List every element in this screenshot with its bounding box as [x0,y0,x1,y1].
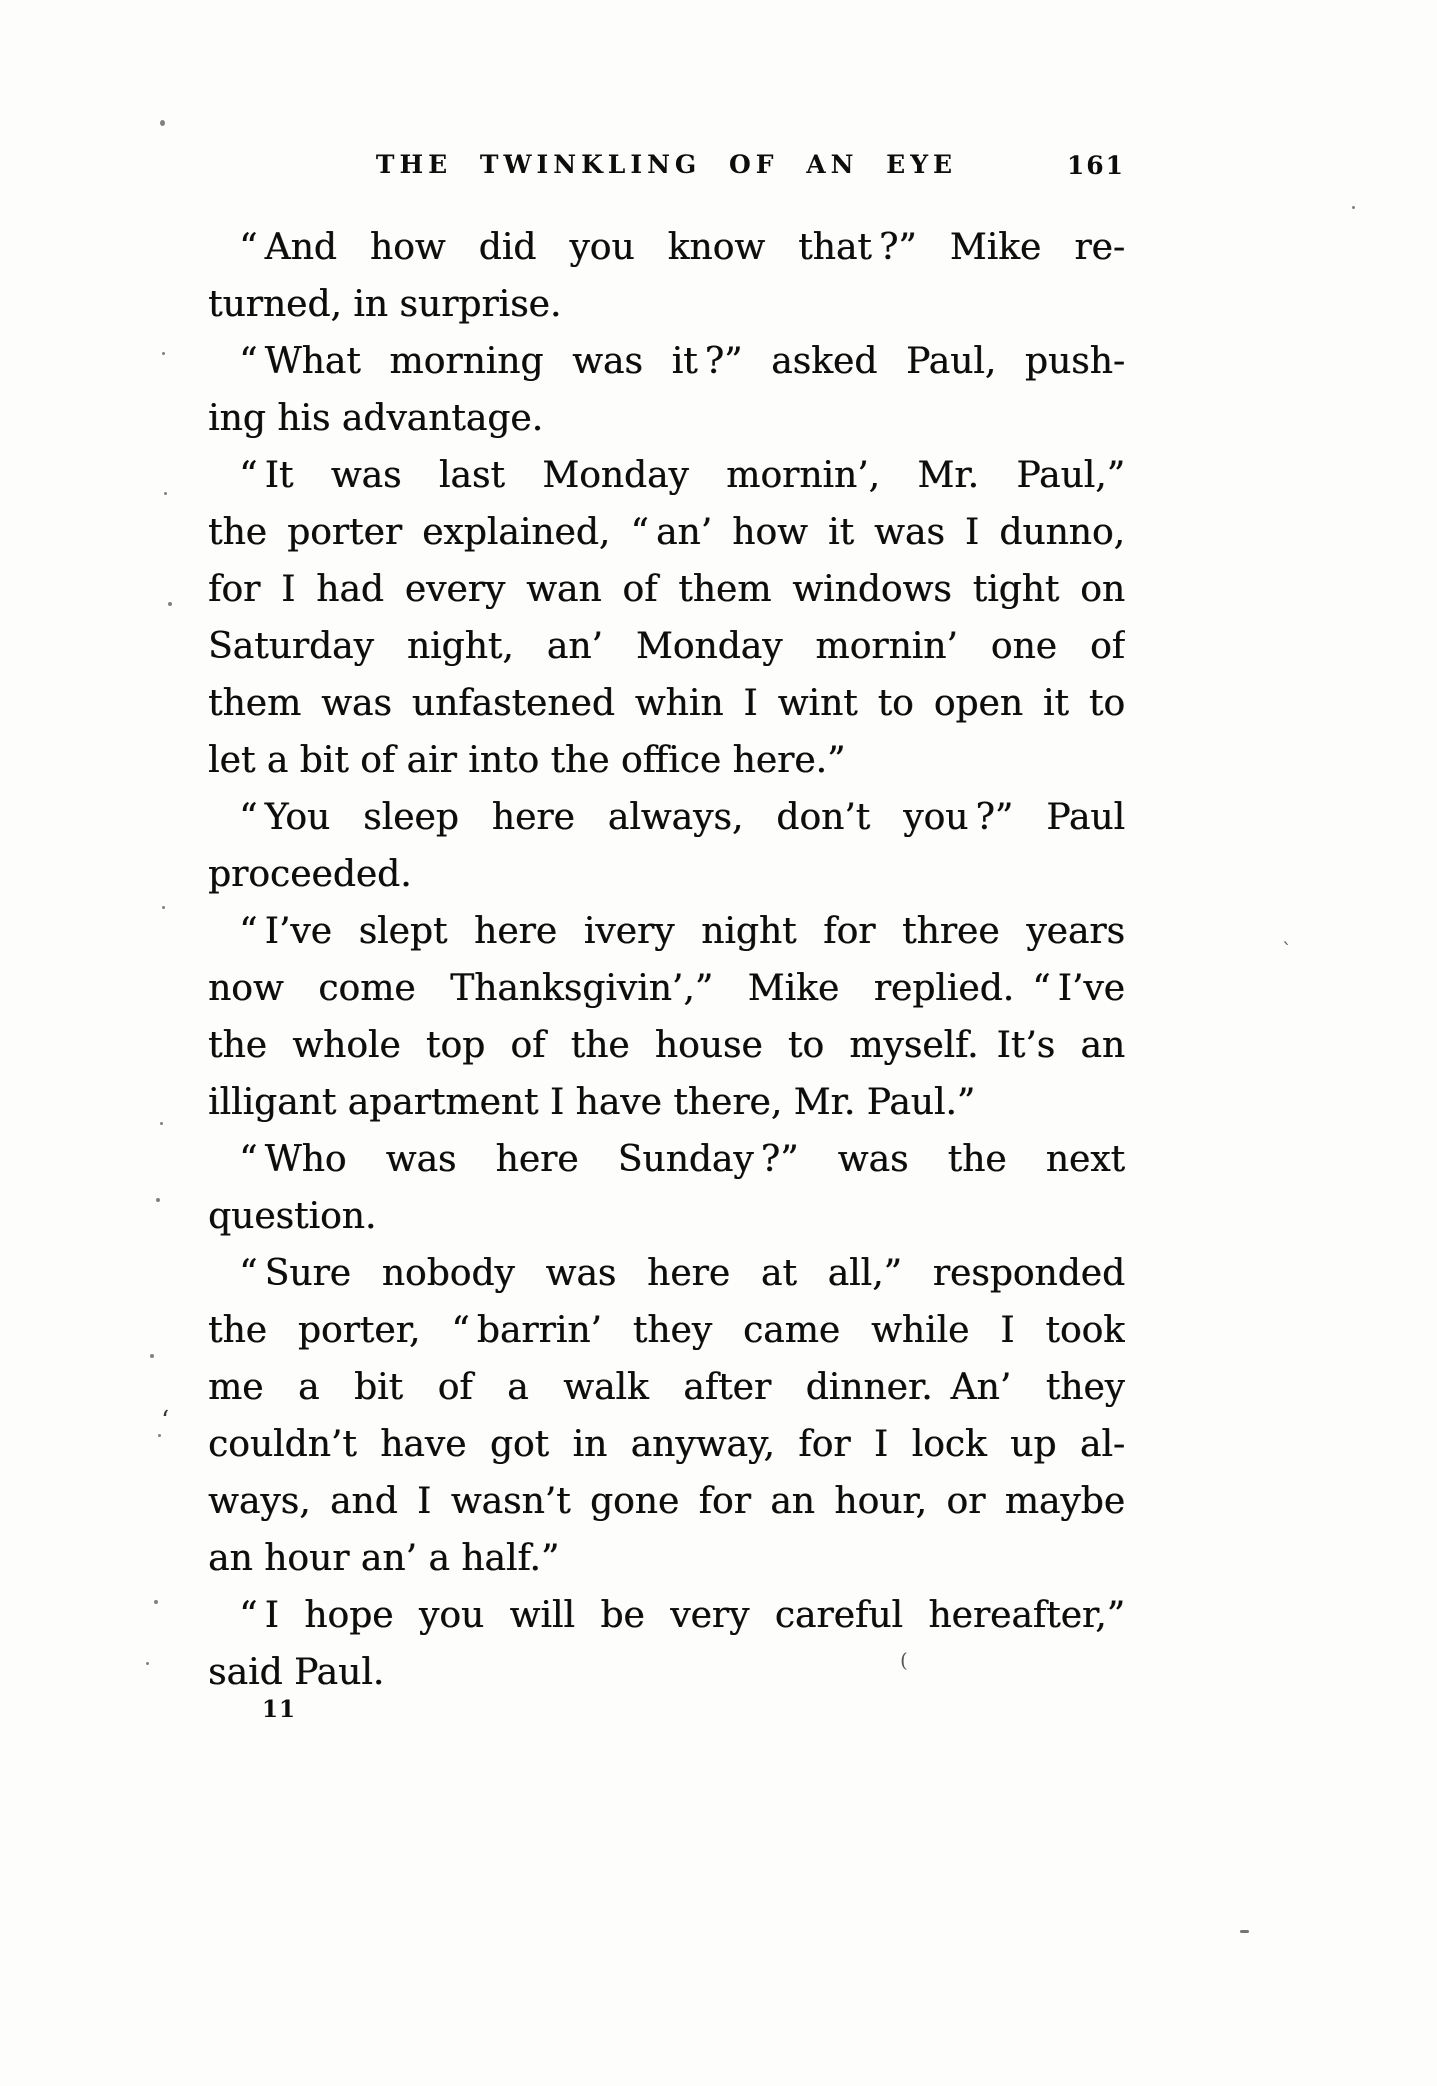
stray-grave-mark: ` [1282,938,1292,962]
text-line: let a bit of air into the office here.” [208,740,846,781]
page-number: 161 [1066,151,1125,180]
paragraph [208,219,1125,333]
text-line: for I had every wan of them windows tight on [208,569,1125,610]
text-line: the porter explained, “ an’ how it was I dunno, [208,512,1125,553]
scan-speck [156,1198,160,1202]
text-line: “ I’ve slept here ivery night for three years [239,911,1125,952]
text-line: “ Who was here Sunday ?” was the next [239,1139,1125,1180]
paragraph [208,1587,1125,1701]
text-line: “ And how did you know that ?” Mike re- [239,227,1125,268]
scan-speck [162,906,165,909]
text-line: couldn’t have got in anyway, for I lock up al- [208,1424,1125,1465]
scan-speck [162,352,165,355]
text-line: illigant apartment I have there, Mr. Paul.” [208,1082,976,1123]
text-line: the porter, “ barrin’ they came while I took [208,1310,1125,1351]
text-line: now come Thanksgivin’,” Mike replied. “ I’ve [208,968,1125,1009]
text-line: turned, in surprise. [208,284,562,325]
scan-speck [150,1354,154,1358]
text-line: proceeded. [208,854,412,895]
text-line: “ I hope you will be very careful hereafter,” [239,1595,1125,1636]
text-line: Saturday night, an’ Monday mornin’ one of [208,626,1125,667]
paragraph [208,447,1125,789]
scan-speck [1240,1930,1249,1933]
scan-speck [146,1662,149,1665]
paragraph [208,1131,1125,1245]
text-line: “ You sleep here always, don’t you ?” Paul [239,797,1125,838]
stray-quote-mark: ‘ [161,1406,170,1436]
text-line: “ What morning was it ?” asked Paul, push- [239,341,1125,382]
paragraph [208,333,1125,447]
text-line: ing his advantage. [208,398,544,439]
text-line: “ Sure nobody was here at all,” responded [239,1253,1125,1294]
text-line: an hour an’ a half.” [208,1538,560,1579]
text-line: ways, and I wasn’t gone for an hour, or maybe [208,1481,1125,1522]
scan-speck [1352,206,1355,209]
text-line: the whole top of the house to myself. It’s an [208,1025,1125,1066]
scan-speck [160,120,165,126]
scan-speck [168,602,172,606]
text-line: question. [208,1196,377,1237]
page-header [208,150,1125,190]
paragraph [208,903,1125,1131]
running-title: THE TWINKLING OF AN EYE [375,150,958,179]
stray-paren-mark: ( [900,1648,908,1672]
scan-speck [164,492,167,495]
text-line: said Paul. [208,1652,385,1693]
text-line: me a bit of a walk after dinner. An’ they [208,1367,1125,1408]
scan-speck [160,1122,163,1125]
text-line: them was unfastened whin I wint to open it to [208,683,1125,724]
text-line: “ It was last Monday mornin’, Mr. Paul,” [239,455,1125,496]
paragraph [208,789,1125,903]
body-text [208,219,1125,1701]
paragraph [208,1245,1125,1587]
scan-speck [154,1600,158,1604]
signature-mark: 11 [262,1696,297,1723]
